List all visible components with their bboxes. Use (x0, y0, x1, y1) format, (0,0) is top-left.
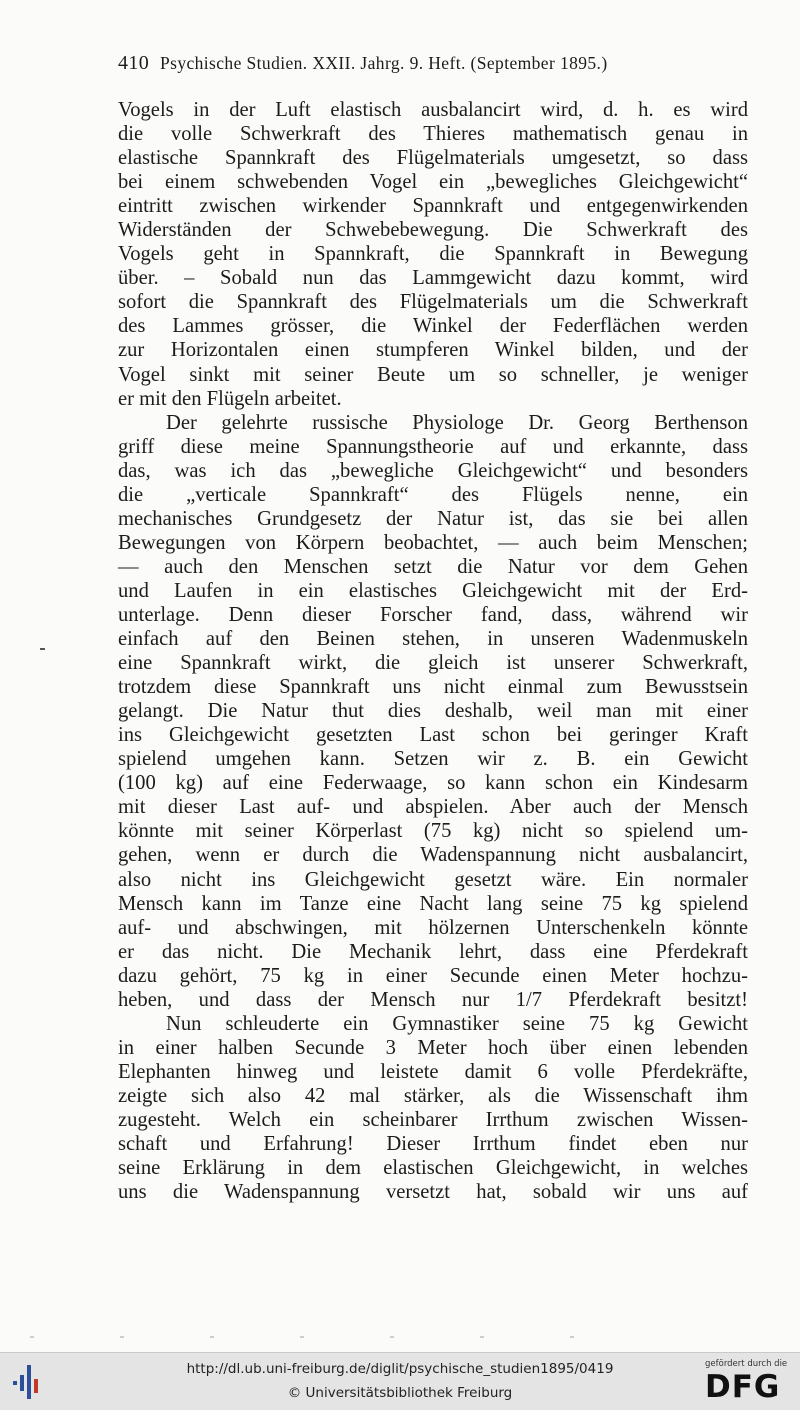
sponsor-caption: gefördert durch die (705, 1359, 788, 1369)
text-line: er mit den Flügeln arbeitet. (118, 387, 342, 410)
text-line: mechanisches Grundgesetz der Natur ist, das sie bei allen (118, 507, 748, 530)
margin-mark (40, 648, 45, 650)
text-line: unterlage. Denn dieser Forscher fand, dass, während wir (118, 603, 748, 626)
text-line: dazu gehört, 75 kg in einer Secunde einen Meter hochzu- (118, 964, 748, 987)
text-line: Vogels in der Luft elastisch ausbalancirt wird, d. h. es wird (118, 99, 748, 121)
body-text (118, 98, 748, 1204)
text-line: ins Gleichgewicht gesetzten Last schon bei geringer Kraft (118, 724, 748, 747)
text-line: die „verticale Spannkraft“ des Flügels nenne, ein (118, 483, 748, 506)
paragraph-start-line: Der gelehrte russische Physiologe Dr. Georg Berthenson (166, 411, 748, 434)
scan-artifact-marks (30, 1336, 610, 1338)
text-line: er das nicht. Die Mechanik lehrt, dass eine Pferdekraft (118, 940, 748, 963)
text-line: zur Horizontalen einen stumpferen Winkel bilden, und der (118, 339, 748, 362)
text-line: Widerständen der Schwebebewegung. Die Schwerkraft des (118, 219, 748, 242)
text-line: gelangt. Die Natur thut dies deshalb, weil man mit einer (118, 700, 748, 723)
text-line: in einer halben Secunde 3 Meter hoch über einen lebenden (118, 1036, 748, 1059)
text-line: elastische Spannkraft des Flügelmaterials umgesetzt, so dass (118, 147, 748, 170)
text-line: griff diese meine Spannungstheorie auf und erkannte, dass (118, 435, 748, 458)
text-line: Mensch kann im Tanze eine Nacht lang seine 75 kg spielend (118, 892, 748, 915)
copyright-notice: © Universitätsbibliothek Freiburg (287, 1385, 513, 1401)
text-line: bei einem schwebenden Vogel ein „bewegliches Gleichgewicht“ (118, 171, 748, 194)
text-line: Elephanten hinweg und leistete damit 6 volle Pferdekräfte, (118, 1060, 748, 1083)
text-line: das, was ich das „bewegliche Gleichgewicht“ und besonders (118, 459, 748, 482)
running-header (118, 52, 730, 74)
text-line: des Lammes grösser, die Winkel der Federflächen werden (118, 315, 748, 338)
text-line: über. – Sobald nun das Lammgewicht dazu kommt, wird (118, 267, 748, 290)
dfg-logo: DFG (705, 1369, 781, 1405)
text-line: spielend umgehen kann. Setzen wir z. B. ein Gewicht (118, 748, 748, 771)
viewer-footer (0, 1352, 800, 1410)
text-line: und Laufen in ein elastisches Gleichgewicht mit der Erd- (118, 579, 748, 602)
text-line: könnte mit seiner Körperlast (75 kg) nicht so spielend um- (118, 820, 748, 843)
source-url[interactable]: http://dl.ub.uni-freiburg.de/diglit/psychische_studien1895/0419 (186, 1361, 614, 1377)
text-line: trotzdem diese Spannkraft uns nicht einmal zum Bewusstsein (118, 676, 748, 699)
text-line: zeigte sich also 42 mal stärker, als die Wissenschaft ihm (118, 1084, 748, 1107)
text-line: also nicht ins Gleichgewicht gesetzt wäre. Ein normaler (118, 868, 748, 891)
text-line: mit dieser Last auf- und abspielen. Aber auch der Mensch (118, 796, 748, 819)
text-line: zugesteht. Welch ein scheinbarer Irrthum zwischen Wissen- (118, 1108, 748, 1131)
text-line: seine Erklärung in dem elastischen Gleichgewicht, in welches (118, 1157, 748, 1180)
text-line: heben, und dass der Mensch nur 1/7 Pferdekraft besitzt! (118, 988, 748, 1011)
text-line: — auch den Menschen setzt die Natur vor dem Gehen (118, 555, 748, 578)
page-number: 410 (118, 52, 150, 74)
text-line: auf- und abschwingen, mit hölzernen Unterschenkeln könnte (118, 916, 748, 939)
text-line: eintritt zwischen wirkender Spannkraft und entgegenwirkenden (118, 195, 748, 218)
text-line: Vogels geht in Spannkraft, die Spannkraft in Bewegung (118, 243, 748, 266)
text-line: gehen, wenn er durch die Wadenspannung nicht ausbalancirt, (118, 844, 748, 867)
running-title: Psychische Studien. XXII. Jahrg. 9. Heft. (September 1895.) (159, 53, 608, 73)
text-line: Bewegungen von Körpern beobachtet, — auch beim Menschen; (118, 531, 748, 554)
text-line: die volle Schwerkraft des Thieres mathematisch genau in (118, 123, 748, 146)
text-line: eine Spannkraft wirkt, die gleich ist unserer Schwerkraft, (118, 652, 748, 675)
text-line: einfach auf den Beinen stehen, in unseren Wadenmuskeln (118, 628, 748, 651)
text-line: (100 kg) auf eine Federwaage, so kann schon ein Kindesarm (118, 772, 748, 795)
library-logo-icon (12, 1361, 42, 1403)
text-line: Vogel sinkt mit seiner Beute um so schneller, je weniger (118, 363, 748, 386)
text-line: schaft und Erfahrung! Dieser Irrthum findet eben nur (118, 1133, 748, 1156)
text-line: sofort die Spannkraft des Flügelmaterials um die Schwerkraft (118, 291, 748, 314)
text-line: uns die Wadenspannung versetzt hat, sobald wir uns auf (118, 1181, 748, 1204)
paragraph-start-line: Nun schleuderte ein Gymnastiker seine 75 kg Gewicht (166, 1012, 748, 1035)
